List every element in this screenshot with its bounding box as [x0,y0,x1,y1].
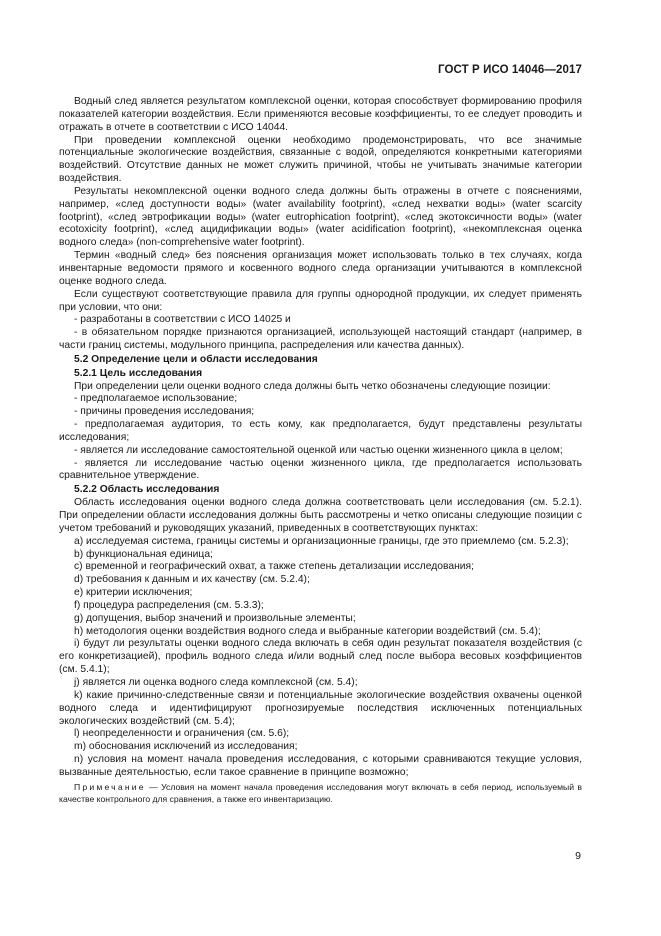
list-item: - является ли исследование частью оценки жизненного цикла, где предполагается использовать сравнительное утверждение. [59,457,582,482]
note-text: — Условия на момент начала проведения исследования могут включать в себя период, используемый в качестве контрольного для сравнения, а также его инвентаризацию. [59,781,582,804]
document-body [59,96,582,805]
list-item-l: l) неопределенности и ограничения (см. 5.6); [74,728,290,740]
list-item-c: c) временной и географический охват, а также степень детализации исследования; [74,561,474,573]
list-item-n: n) условия на момент начала проведения исследования, с которыми сравниваются текущие условия, вызванные деятельностью, если такое сравнение в принципе возможно; [59,754,582,778]
paragraph: Водный след является результатом комплексной оценки, которая способствует формированию профиля показателей категории воздействия. Если применяются весовые коэффициенты, то ее следует проводить и отражать в отчете в соответствии с ИСО 14044. [59,96,582,133]
page-number: 9 [575,850,581,862]
section-heading-5-2-1: 5.2.1 Цель исследования [74,367,203,379]
list-item-m: m) обоснования исключений из исследования; [74,741,298,753]
paragraph: При определении цели оценки водного следа должны быть четко обозначены следующие позиции: [74,380,551,392]
list-item-g: g) допущения, выбор значений и произвольные элементы; [74,612,356,624]
paragraph: Область исследования оценки водного следа должна соответствовать цели исследования (см. 5.2.1). При определении области исследования должны быть рассмотрены и четко описаны следующие позиции с учетом требований и руководящих указаний, приведенных в соответствующих пунктах: [59,497,582,534]
list-item: - в обязательном порядке признаются организацией, использующей настоящий стандарт (например, в части границ системы, модульного принципа, распределения или качества данных). [59,327,582,352]
list-item-b: b) функциональная единица; [74,548,213,560]
list-item: - является ли исследование самостоятельной оценкой или частью оценки жизненного цикла в целом; [74,444,563,456]
list-item-f: f) процедура распределения (см. 5.3.3); [74,599,264,611]
list-item-a: a) исследуемая система, границы системы и организационные границы, где это приемлемо (см. 5.2.3); [74,535,569,547]
paragraph: Термин «водный след» без пояснения организация может использовать только в тех случаях, когда инвентарные ведомости прямого и косвенного водного следа организации учитываются в комплексной оценке водного следа. [59,250,582,287]
list-item-e: e) критерии исключения; [74,587,193,599]
paragraph: Если существуют соответствующие правила для группы однородной продукции, их следует применять при условии, что они: [59,288,582,313]
list-item-d: d) требования к данным и их качеству (см. 5.2.4); [74,574,310,586]
list-item: - предполагаемая аудитория, то есть кому, как предполагается, будут представлены результаты исследования; [59,419,582,443]
section-heading-5-2: 5.2 Определение цели и области исследования [74,353,318,365]
section-heading-5-2-2: 5.2.2 Область исследования [74,484,220,496]
standard-header: ГОСТ Р ИСО 14046—2017 [437,64,582,76]
list-item: - предполагаемое использование; [74,393,238,405]
note [59,781,582,805]
list-item: - разработаны в соответствии с ИСО 14025 и [74,314,291,326]
list-item-k: k) какие причинно-следственные связи и потенциальные экологические воздействия охвачены оценкой водного следа и идентифицируют прогнозируемые последствия исключенных потенциальных экологических воздействий (см. 5.4); [59,689,582,727]
note-label: Примечание [74,781,146,792]
paragraph: Результаты некомплексной оценки водного следа должны быть отражены в отчете с пояснениями, например, «след доступности воды» (water availability footprint), «след нехватки воды» (water scarcity footprint), «след эвтрофикации воды» (water eutrophication footprint), «след экотоксичности воды» (water ecotoxicity footprint), «след ацидификации воды» (water acidification footprint), «некомплексная оценка водного следа» (non-comprehensive water footprint). [59,185,582,249]
list-item-j: j) является ли оценка водного следа комплексной (см. 5.4); [74,676,358,688]
paragraph: При проведении комплексной оценки необходимо продемонстрировать, что все значимые потенциальные экологические воздействия, связанные с водой, определяются конкретными категориями воздействий. Отсутствие данных не может служить причиной, чтобы не учитывать значимые категории воздействия. [59,134,582,185]
list-item-h: h) методология оценки воздействия водного следа и выбранные категории воздействий (см. 5.4); [74,625,541,637]
list-item: - причины проведения исследования; [74,406,255,418]
list-item-i: i) будут ли результаты оценки водного следа включать в себя один результат показателя воздействия (с его конкретизацией), профиль водного следа и/или водный след после выбора весовых коэффициентов (см. 5.4.1); [59,638,582,676]
